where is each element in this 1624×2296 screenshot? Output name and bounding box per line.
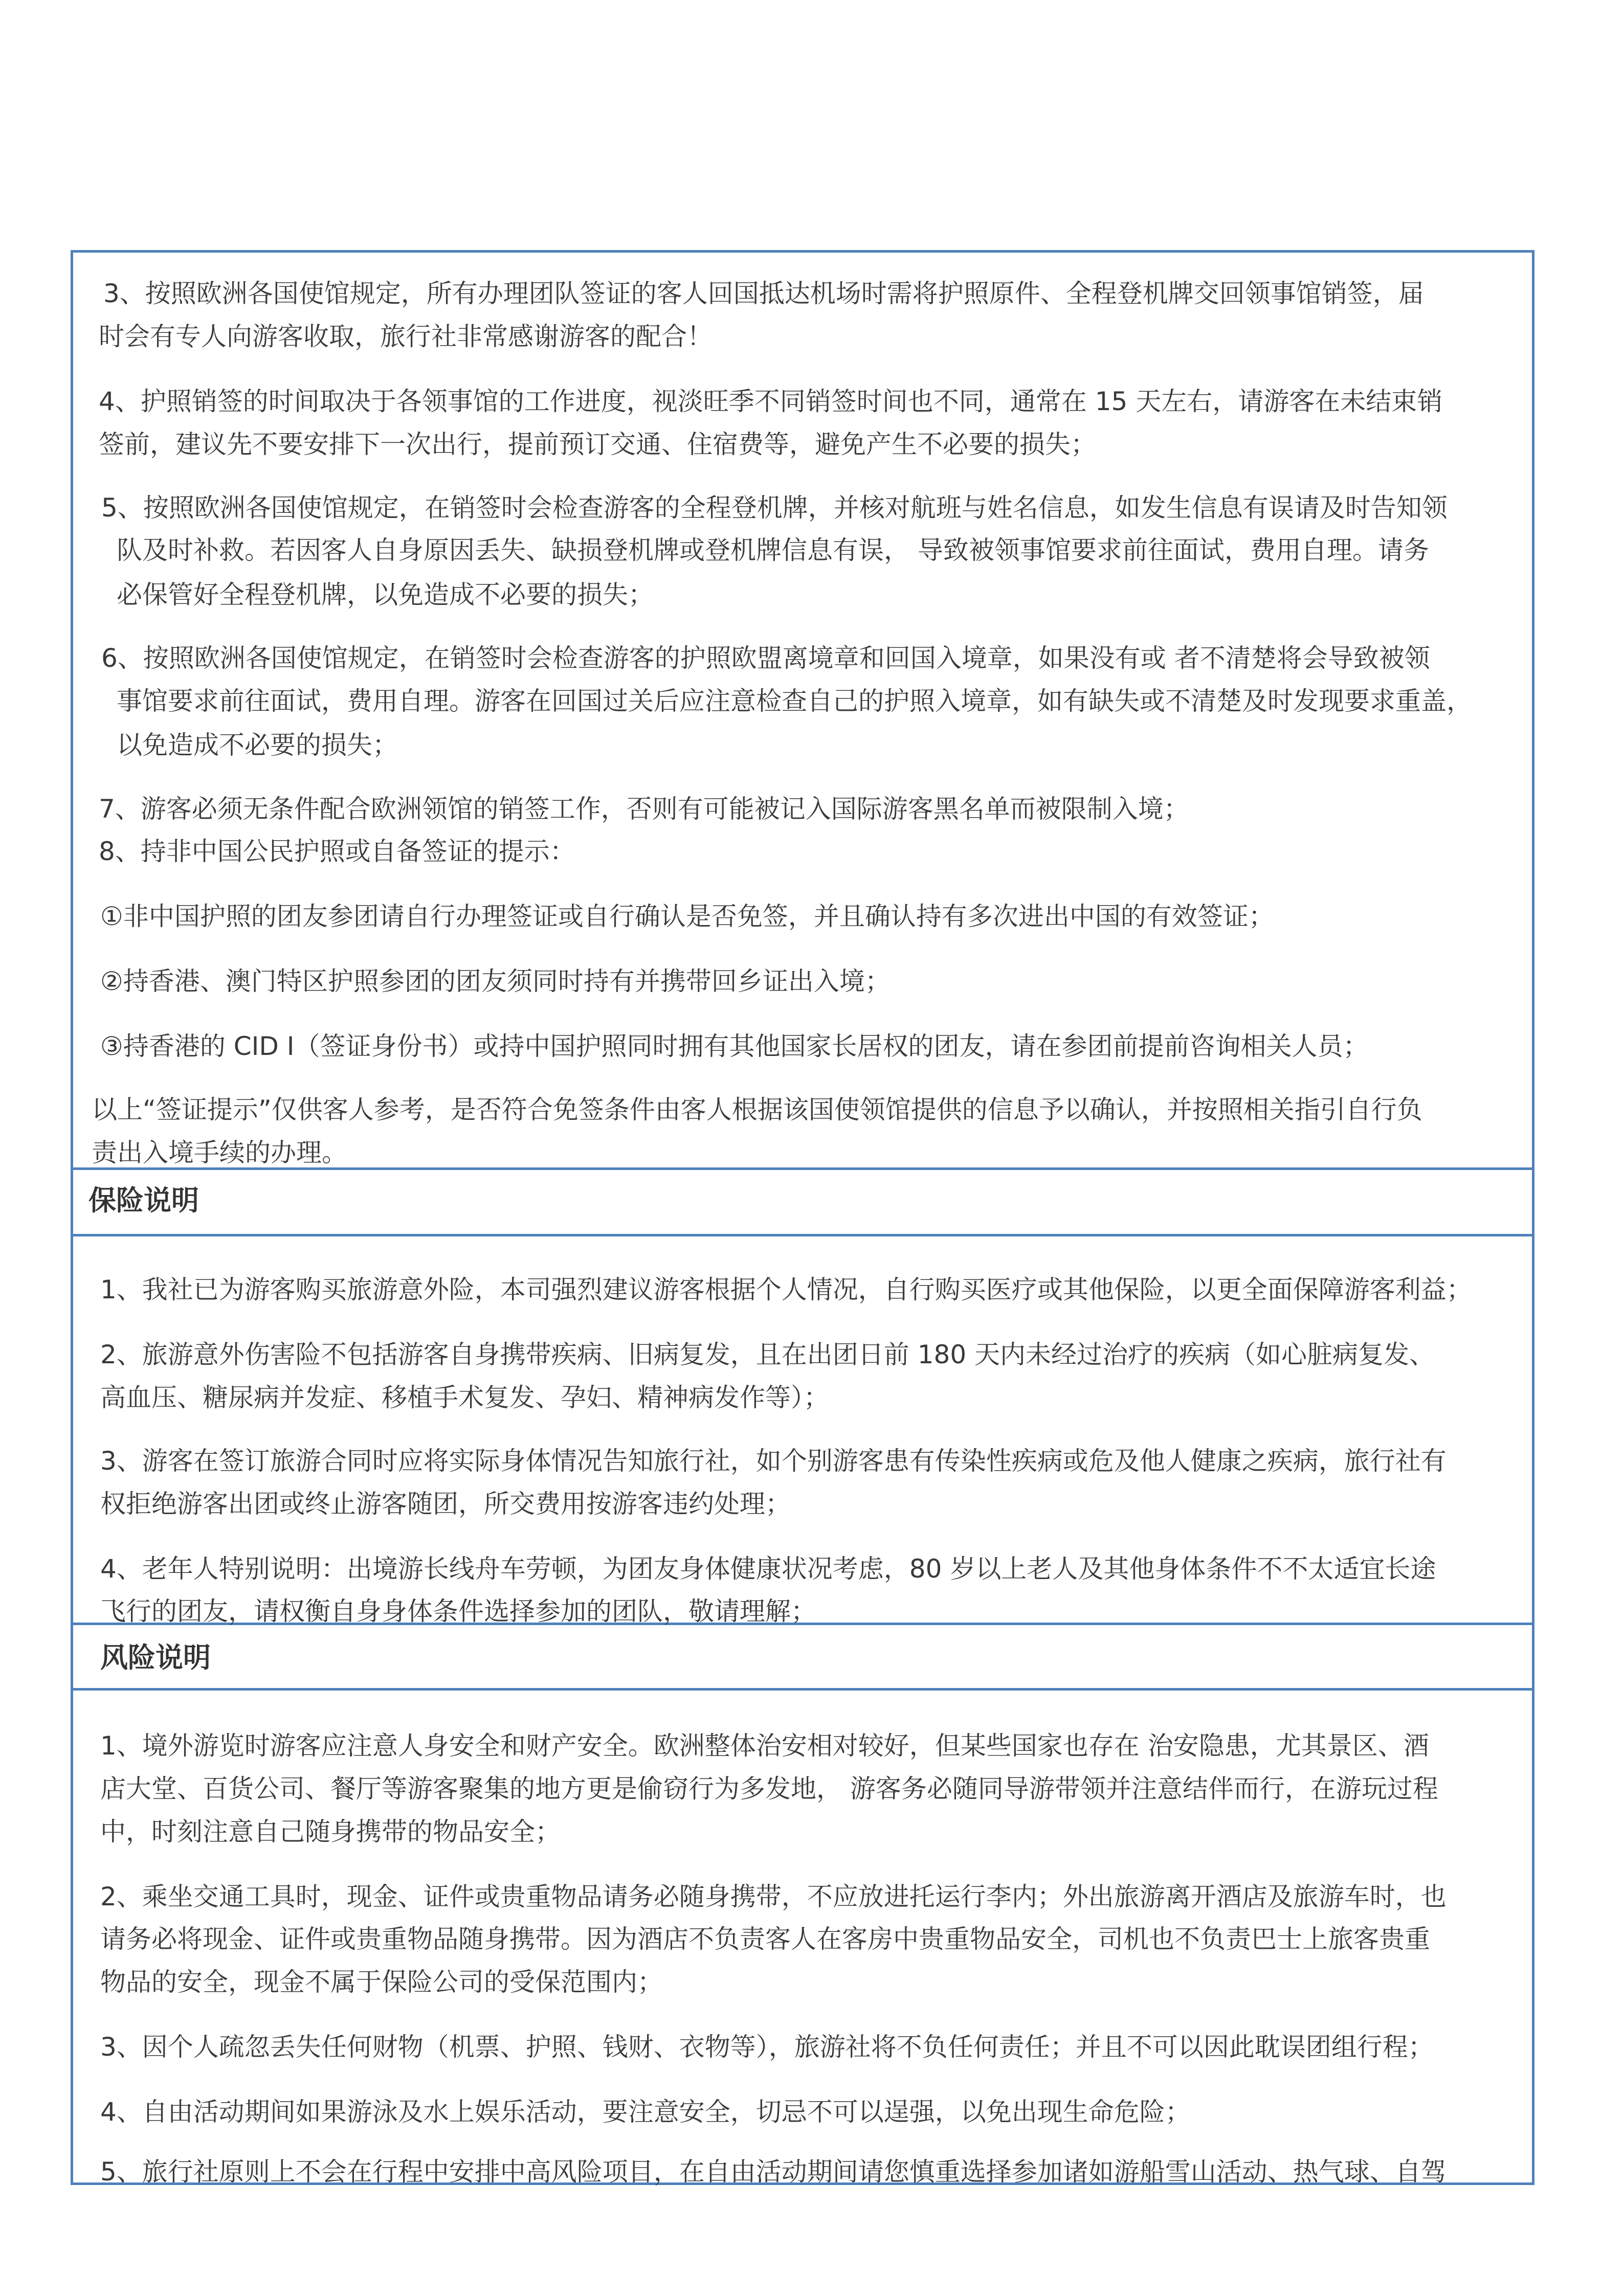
visa-item-5: 必保管好全程登机牌，以免造成不必要的损失；: [117, 580, 654, 610]
visa-item-5: 5、按照欧洲各国使馆规定，在销签时会检查游客的全程登机牌，并核对航班与姓名信息，如发生信息有误请及时告知领: [101, 493, 1448, 523]
visa-item-5: 队及时补救。若因客人自身原因丢失、缺损登机牌或登机牌信息有误， 导致被领事馆要求前往面试，费用自理。请务: [117, 535, 1429, 565]
visa-note: 以上“签证提示”仅供客人参考，是否符合免签条件由客人根据该国使领馆提供的信息予以确认，并按照相关指引自行负: [92, 1095, 1422, 1124]
insurance-item-3: 3、游客在签订旅游合同时应将实际身体情况告知旅行社，如个别游客患有传染性疾病或危及他人健康之疾病，旅行社有: [100, 1446, 1447, 1476]
risk-heading: 风险说明: [100, 1641, 211, 1674]
risk-item-3: 3、因个人疏忽丢失任何财物（机票、护照、钱财、衣物等），旅游社将不负任何责任；并且不可以因此耽误团组行程；: [100, 2032, 1434, 2062]
insurance-item-4: 4、老年人特别说明：出境游长线舟车劳顿，为团友身体健康状况考虑，80 岁以上老人及其他身体条件不不太适宜长途: [100, 1554, 1436, 1584]
visa-note: 责出入境手续的办理。: [92, 1138, 347, 1167]
insurance-item-1: 1、我社已为游客购买旅游意外险，本司强烈建议游客根据个人情况，自行购买医疗或其他保险，以更全面保障游客利益；: [100, 1275, 1472, 1304]
visa-item-4: 签前，建议先不要安排下一次出行，提前预订交通、住宿费等，避免产生不必要的损失；: [99, 430, 1096, 459]
risk-item-4: 4、自由活动期间如果游泳及水上娱乐活动，要注意安全，切忌不可以逞强，以免出现生命危险；: [100, 2097, 1191, 2127]
insurance-item-2: 2、旅游意外伤害险不包括游客自身携带疾病、旧病复发，且在出团日前 180 天内未经过治疗的疾病（如心脏病复发、: [100, 1340, 1435, 1369]
visa-item-6: 6、按照欧洲各国使馆规定，在销签时会检查游客的护照欧盟离境章和回国入境章，如果没有或 者不清楚将会导致被领: [101, 643, 1430, 673]
risk-item-5: 5、旅行社原则上不会在行程中安排中高风险项目，在自由活动期间请您慎重选择参加诸如游船雪山活动、热气球、自驾: [100, 2157, 1447, 2187]
insurance-item-2: 高血压、糖尿病并发症、移植手术复发、孕妇、精神病发作等）；: [100, 1383, 829, 1412]
visa-item-6: 以免造成不必要的损失；: [117, 730, 398, 760]
section-divider: [71, 1234, 1534, 1236]
risk-item-2: 请务必将现金、证件或贵重物品随身携带。因为酒店不负责客人在客房中贵重物品安全，司机也不负责巴士上旅客贵重: [100, 1924, 1430, 1954]
risk-item-1: 1、境外游览时游客应注意人身安全和财产安全。欧洲整体治安相对较好，但某些国家也存在 治安隐患，尤其景区、酒: [100, 1731, 1429, 1761]
visa-subitem-2: ②持香港、澳门特区护照参团的团友须同时持有并携带回乡证出入境；: [100, 966, 891, 996]
insurance-item-4: 飞行的团友，请权衡自身身体条件选择参加的团队，敬请理解；: [100, 1596, 816, 1626]
visa-subitem-1: ①非中国护照的团友参团请自行办理签证或自行确认是否免签，并且确认持有多次进出中国的有效签证；: [100, 902, 1274, 931]
section-divider: [71, 1688, 1534, 1691]
visa-item-7: 7、游客必须无条件配合欧洲领馆的销签工作，否则有可能被记入国际游客黑名单而被限制入境；: [99, 794, 1189, 824]
insurance-item-3: 权拒绝游客出团或终止游客随团，所交费用按游客违约处理；: [100, 1489, 791, 1519]
risk-item-2: 物品的安全，现金不属于保险公司的受保范围内；: [100, 1967, 663, 1997]
risk-item-1: 店大堂、百货公司、餐厅等游客聚集的地方更是偷窃行为多发地， 游客务必随同导游带领并注意结伴而行，在游玩过程: [100, 1774, 1438, 1804]
risk-item-1: 中，时刻注意自己随身携带的物品安全；: [100, 1817, 561, 1847]
visa-subitem-3: ③持香港的 CID I（签证身份书）或持中国护照同时拥有其他国家长居权的团友，请在参团前提前咨询相关人员；: [100, 1031, 1369, 1061]
visa-item-8: 8、持非中国公民护照或自备签证的提示：: [99, 837, 575, 866]
insurance-heading: 保险说明: [88, 1184, 199, 1217]
risk-item-2: 2、乘坐交通工具时，现金、证件或贵重物品请务必随身携带，不应放进托运行李内；外出旅游离开酒店及旅游车时，也: [100, 1882, 1447, 1911]
visa-item-3: 时会有专人向游客收取，旅行社非常感谢游客的配合！: [99, 322, 713, 351]
visa-item-3: 3、按照欧洲各国使馆规定，所有办理团队签证的客人回国抵达机场时需将护照原件、全程登机牌交回领事馆销签，届: [103, 279, 1424, 308]
visa-item-4: 4、护照销签的时间取决于各领事馆的工作进度，视淡旺季不同销签时间也不同，通常在 15 天左右，请游客在未结束销: [99, 387, 1443, 416]
visa-item-6: 事馆要求前往面试，费用自理。游客在回国过关后应注意检查自己的护照入境章，如有缺失或不清楚及时发现要求重盖，: [117, 686, 1472, 716]
